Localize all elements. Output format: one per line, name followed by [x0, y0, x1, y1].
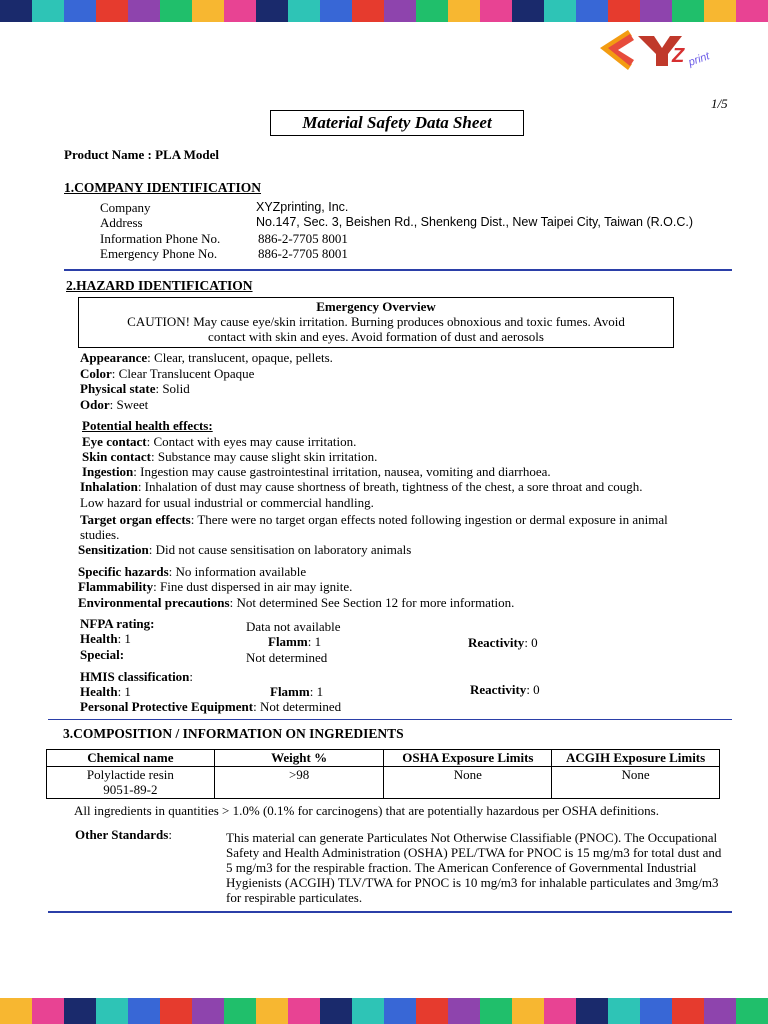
- overview-title: Emergency Overview: [316, 299, 436, 314]
- nfpa-data: Data not available: [246, 619, 341, 634]
- band-segment: [352, 998, 385, 1024]
- band-segment: [64, 0, 97, 22]
- special-value: Not determined: [246, 650, 328, 665]
- ppe-row: Personal Protective Equipment: Not determined: [80, 699, 342, 714]
- col-weight: Weight %: [214, 750, 384, 767]
- inhalation-row: Inhalation: Inhalation of dust may cause shortness of breath, tightness of the chest, a sore throat and cough.: [80, 479, 643, 494]
- band-segment: [480, 0, 513, 22]
- composition-table: [46, 749, 720, 799]
- special-label: Special:: [80, 647, 125, 662]
- band-segment: [128, 998, 161, 1024]
- band-segment: [32, 0, 65, 22]
- band-segment: [32, 998, 65, 1024]
- band-segment: [704, 998, 737, 1024]
- band-segment: [384, 998, 417, 1024]
- section-divider: [48, 911, 732, 913]
- sensitization-row: Sensitization: Did not cause sensitisation on laboratory animals: [78, 542, 412, 557]
- band-segment: [576, 998, 609, 1024]
- svg-text:Z: Z: [672, 45, 685, 67]
- band-segment: [672, 0, 705, 22]
- bottom-color-band: [0, 998, 768, 1024]
- overview-line-2: contact with skin and eyes. Avoid formation of dust and aerosols: [208, 329, 544, 344]
- band-segment: [704, 0, 737, 22]
- band-segment: [672, 998, 705, 1024]
- section-divider: [64, 269, 732, 271]
- band-segment: [544, 0, 577, 22]
- nfpa-reactivity: Reactivity: 0: [468, 635, 538, 650]
- band-segment: [736, 998, 768, 1024]
- col-acgih: ACGIH Exposure Limits: [552, 750, 720, 767]
- chemical-name: Polylactide resin: [86, 767, 174, 782]
- emergency-phone-value: 886-2-7705 8001: [258, 246, 348, 261]
- band-segment: [544, 998, 577, 1024]
- band-segment: [512, 0, 545, 22]
- environmental-row: Environmental precautions: Not determined See Section 12 for more information.: [78, 595, 515, 610]
- chemical-cas: 9051-89-2: [103, 782, 158, 797]
- table-row: [47, 767, 720, 799]
- health-effects-heading: Potential health effects:: [82, 418, 213, 433]
- target-organ-row: Target organ effects: There were no target organ effects noted following ingestion or dermal exposure in animal: [80, 512, 668, 527]
- cell-weight: >98: [214, 767, 384, 799]
- band-segment: [288, 998, 321, 1024]
- cell-osha: None: [384, 767, 552, 799]
- band-segment: [128, 0, 161, 22]
- cell-acgih: None: [552, 767, 720, 799]
- hmis-health: Health: 1: [80, 684, 131, 699]
- band-segment: [224, 998, 257, 1024]
- nfpa-label: NFPA rating:: [80, 616, 155, 631]
- col-chemical-name: Chemical name: [47, 750, 215, 767]
- ingredients-note: All ingredients in quantities > 1.0% (0.1% for carcinogens) that are potentially hazardous per OSHA definitions.: [74, 803, 659, 818]
- overview-line-1: CAUTION! May cause eye/skin irritation. Burning produces obnoxious and toxic fumes. Avoid: [127, 314, 625, 329]
- section-2-heading: 2.HAZARD IDENTIFICATION: [66, 278, 253, 293]
- band-segment: [416, 0, 449, 22]
- band-segment: [352, 0, 385, 22]
- physical-state-row: Physical state: Solid: [80, 381, 190, 396]
- band-segment: [736, 0, 768, 22]
- appearance-row: Appearance: Clear, translucent, opaque, pellets.: [80, 350, 333, 365]
- band-segment: [0, 0, 33, 22]
- page-number: 1/5: [711, 96, 728, 111]
- band-segment: [96, 998, 129, 1024]
- band-segment: [192, 998, 225, 1024]
- logo-mark-icon: [598, 26, 728, 72]
- nfpa-flamm: Flamm: 1: [268, 634, 322, 649]
- band-segment: [448, 0, 481, 22]
- cell-chemical: [47, 767, 215, 799]
- hmis-flamm: Flamm: 1: [270, 684, 324, 699]
- band-segment: [320, 0, 353, 22]
- emergency-overview-box: [78, 297, 674, 348]
- color-row: Color: Clear Translucent Opaque: [80, 366, 255, 381]
- band-segment: [608, 0, 641, 22]
- band-segment: [384, 0, 417, 22]
- band-segment: [608, 998, 641, 1024]
- band-segment: [576, 0, 609, 22]
- band-segment: [64, 998, 97, 1024]
- xyzprinting-logo: [598, 26, 728, 72]
- section-1-heading: 1.COMPANY IDENTIFICATION: [64, 180, 262, 195]
- low-hazard-text: Low hazard for usual industrial or commercial handling.: [80, 495, 374, 510]
- band-segment: [256, 998, 289, 1024]
- band-segment: [256, 0, 289, 22]
- emergency-phone-label: Emergency Phone No.: [100, 246, 218, 261]
- table-header-row: [47, 750, 720, 767]
- band-segment: [192, 0, 225, 22]
- section-divider: [48, 719, 732, 720]
- band-segment: [640, 998, 673, 1024]
- hmis-reactivity: Reactivity: 0: [470, 682, 540, 697]
- company-value: XYZprinting, Inc.: [256, 200, 349, 214]
- band-segment: [480, 998, 513, 1024]
- document-title: Material Safety Data Sheet: [270, 110, 524, 136]
- band-segment: [160, 0, 193, 22]
- section-3-heading: 3.COMPOSITION / INFORMATION ON INGREDIENTS: [63, 726, 404, 741]
- col-osha: OSHA Exposure Limits: [384, 750, 552, 767]
- other-standards-label: Other Standards:: [75, 827, 172, 842]
- band-segment: [512, 998, 545, 1024]
- band-segment: [448, 998, 481, 1024]
- band-segment: [0, 998, 33, 1024]
- band-segment: [288, 0, 321, 22]
- info-phone-value: 886-2-7705 8001: [258, 231, 348, 246]
- hmis-label: HMIS classification:: [80, 669, 194, 684]
- address-label: Address: [100, 215, 143, 230]
- eye-contact-row: Eye contact: Contact with eyes may cause irritation.: [82, 434, 357, 449]
- nfpa-health: Health: 1: [80, 631, 131, 646]
- band-segment: [320, 998, 353, 1024]
- info-phone-label: Information Phone No.: [100, 231, 221, 246]
- band-segment: [160, 998, 193, 1024]
- company-label: Company: [100, 200, 151, 215]
- band-segment: [416, 998, 449, 1024]
- skin-contact-row: Skin contact: Substance may cause slight skin irritation.: [82, 449, 378, 464]
- target-organ-row-cont: studies.: [80, 527, 120, 542]
- top-color-band: [0, 0, 768, 22]
- band-segment: [224, 0, 257, 22]
- product-name: Product Name : PLA Model: [64, 147, 220, 162]
- address-value: No.147, Sec. 3, Beishen Rd., Shenkeng Dist., New Taipei City, Taiwan (R.O.C.): [256, 215, 694, 229]
- ingestion-row: Ingestion: Ingestion may cause gastrointestinal irritation, nausea, vomiting and diarrhoea.: [82, 464, 551, 479]
- flammability-row: Flammability: Fine dust dispersed in air may ignite.: [78, 579, 353, 594]
- svg-text:print: print: [686, 50, 712, 69]
- band-segment: [640, 0, 673, 22]
- band-segment: [96, 0, 129, 22]
- odor-row: Odor: Sweet: [80, 397, 149, 412]
- other-standards-text: This material can generate Particulates Not Otherwise Classifiable (PNOC). The Occupational Safety and Health Administration (OSHA) PEL/TWA for PNOC is 15 mg/m3 for total dust and 5 mg/m3 for the respirable fraction. The American Conference of Governmental Industrial Hygienists (ACGIH) TLV/TWA for PNOC is 10 mg/m3 for inhalable particulates and 3mg/m3 for respirable particulates.: [226, 830, 722, 905]
- specific-hazards-row: Specific hazards: No information available: [78, 564, 307, 579]
